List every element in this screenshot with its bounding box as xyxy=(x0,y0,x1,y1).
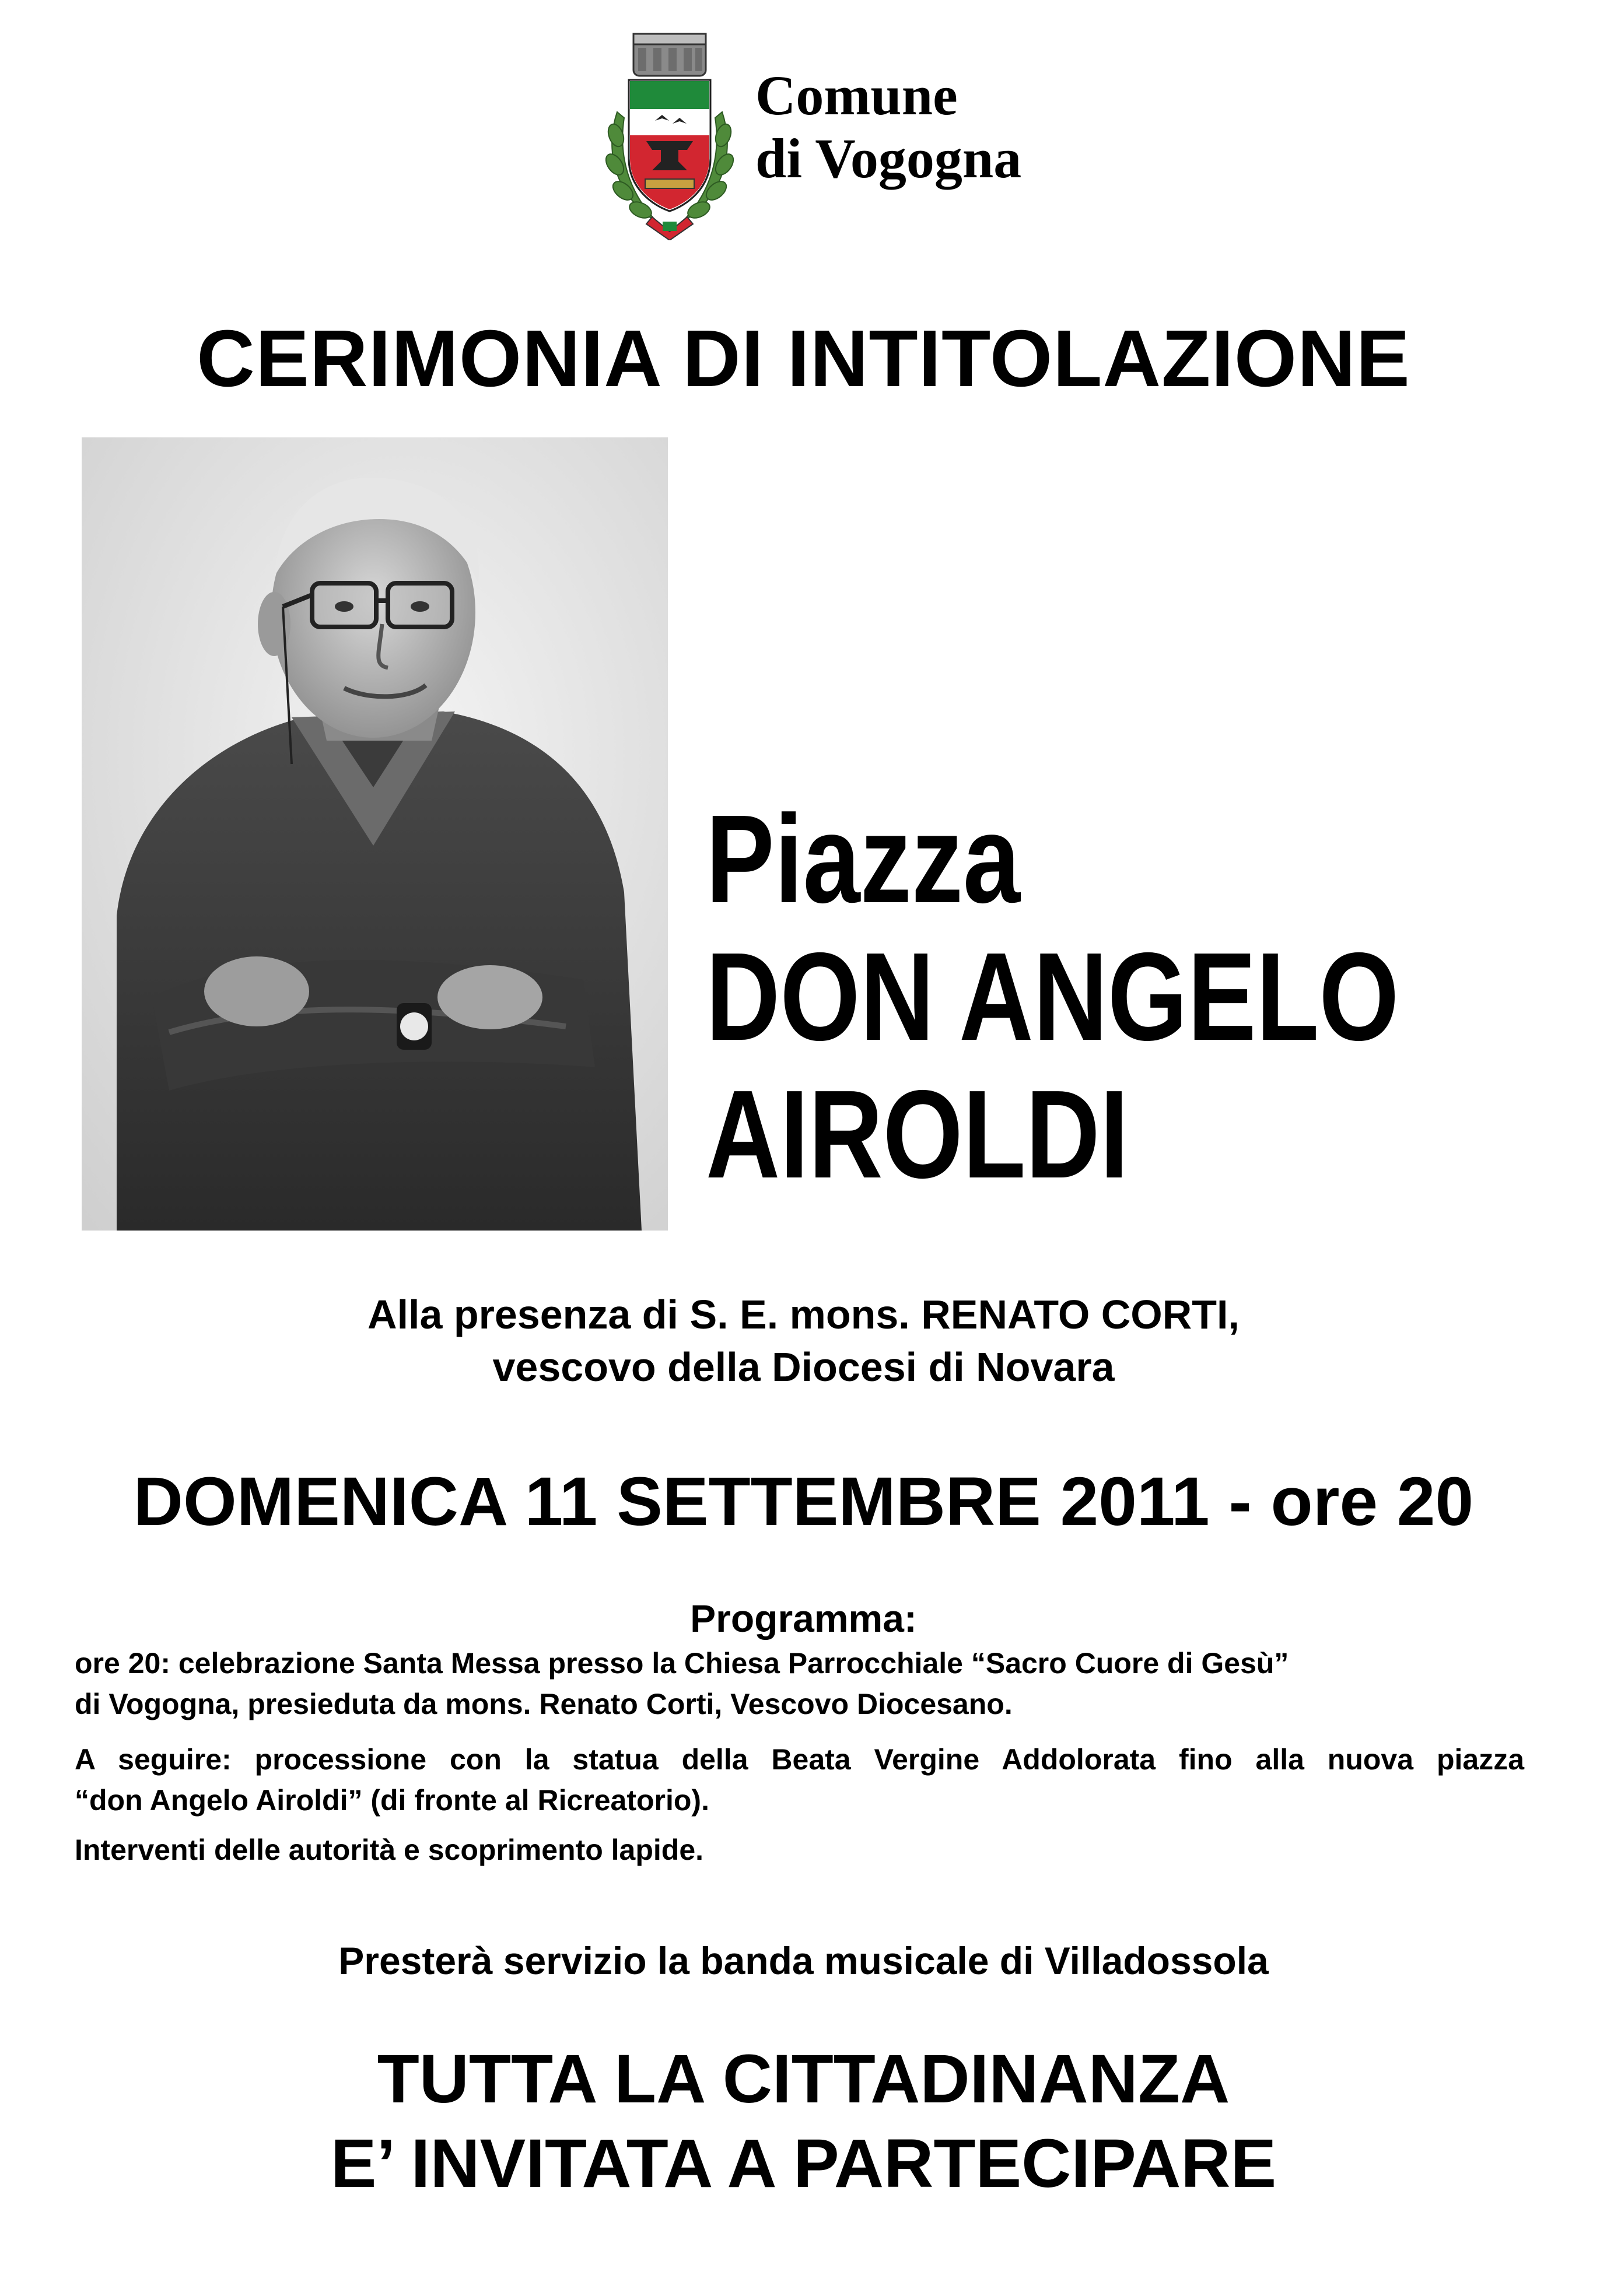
event-time: - ore 20 xyxy=(1209,1463,1474,1540)
presence-line-2: vescovo della Diocesi di Novara xyxy=(492,1344,1115,1390)
municipality-name xyxy=(755,64,1021,190)
piazza-line2: DON ANGELO xyxy=(706,926,1399,1067)
portrait-photo xyxy=(82,437,668,1231)
piazza-name xyxy=(706,790,1399,1203)
programma-line: Interventi delle autorità e scoprimento lapide. xyxy=(75,1834,704,1866)
ceremony-title: CERIMONIA DI INTITOLAZIONE xyxy=(197,314,1410,404)
programma-heading: Programma: xyxy=(690,1597,917,1640)
comune-line2: di Vogogna xyxy=(755,127,1022,190)
programma-line: ore 20: celebrazione Santa Messa presso la Chiesa Parrocchiale “Sacro Cuore di Gesù” xyxy=(75,1647,1289,1680)
event-date-main: DOMENICA 11 SETTEMBRE 2011 xyxy=(133,1463,1210,1540)
coat-of-arms-icon xyxy=(600,30,740,240)
crown-icon xyxy=(633,34,706,76)
piazza-line1: Piazza xyxy=(706,788,1020,929)
programma-line: A seguire: processione con la statua della Beata Vergine Addolorata fino alla nuova piazza xyxy=(75,1743,1524,1776)
band-notice: Presterà servizio la banda musicale di Villadossola xyxy=(338,1939,1269,1982)
programma-line: di Vogogna, presieduta da mons. Renato Corti, Vescovo Diocesano. xyxy=(75,1688,1013,1720)
piazza-line3: AIROLDI xyxy=(706,1064,1129,1204)
shield-icon xyxy=(629,80,710,211)
comune-line1: Comune xyxy=(755,64,958,127)
presence-line-1: Alla presenza di S. E. mons. RENATO CORTI, xyxy=(367,1292,1240,1337)
closing-line-2: E’ INVITATA A PARTECIPARE xyxy=(330,2125,1277,2202)
programma-line: “don Angelo Airoldi” (di fronte al Ricreatorio). xyxy=(75,1784,709,1817)
closing-line-1: TUTTA LA CITTADINANZA xyxy=(377,2041,1230,2118)
event-date xyxy=(0,1461,1607,1543)
